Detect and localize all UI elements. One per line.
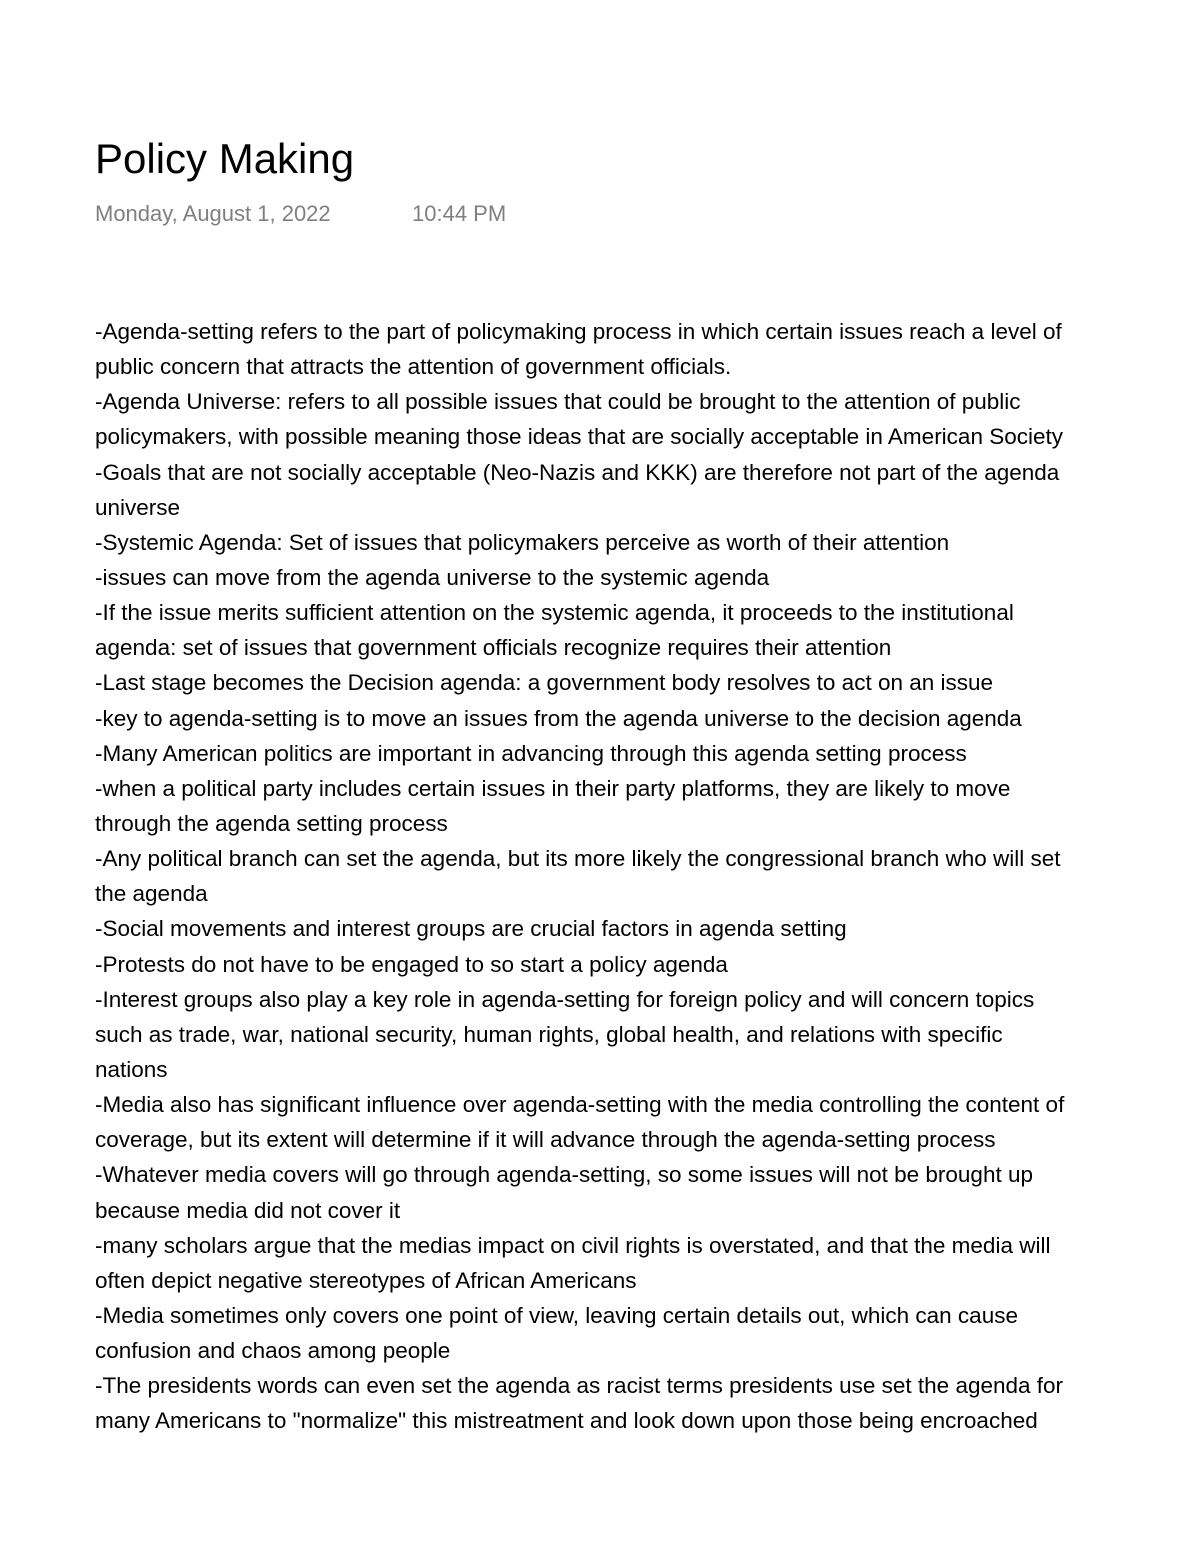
note-line: -Agenda-setting refers to the part of policymaking process in which certain issues reach a level of xyxy=(95,319,1062,344)
note-line: -when a political party includes certain issues in their party platforms, they are likely to move xyxy=(95,775,1011,801)
note-line: -key to agenda-setting is to move an issues from the agenda universe to the decision agenda xyxy=(95,705,1022,731)
note-line: -Whatever media covers will go through agenda-setting, so some issues will not be brought up xyxy=(95,1162,1033,1188)
note-line: -Interest groups also play a key role in agenda-setting for foreign policy and will concern topics xyxy=(95,986,1035,1012)
note-line: -Media sometimes only covers one point of view, leaving certain details out, which can cause xyxy=(95,1302,1018,1328)
note-date: Monday, August 1, 2022 xyxy=(95,201,331,226)
note-line: the agenda xyxy=(95,881,208,907)
note-line: confusion and chaos among people xyxy=(95,1338,451,1364)
note-line: -Goals that are not socially acceptable (Neo-Nazis and KKK) are therefore not part of the agenda xyxy=(95,459,1060,485)
note-line: -Social movements and interest groups are crucial factors in agenda setting xyxy=(95,916,847,942)
note-line: many Americans to "normalize" this mistreatment and look down upon those being encroached xyxy=(95,1408,1038,1434)
note-line: -Media also has significant influence over agenda-setting with the media controlling the content of xyxy=(95,1092,1065,1118)
note-line: -many scholars argue that the medias impact on civil rights is overstated, and that the media will xyxy=(95,1232,1051,1258)
note-line: universe xyxy=(95,494,181,520)
page-title: Policy Making xyxy=(95,135,355,182)
note-line: public concern that attracts the attention of government officials. xyxy=(95,354,732,380)
note-line: often depict negative stereotypes of African Americans xyxy=(95,1267,637,1293)
note-line: agenda: set of issues that government officials recognize requires their attention xyxy=(95,635,892,661)
note-line: because media did not cover it xyxy=(95,1197,401,1223)
note-line: -Agenda Universe: refers to all possible issues that could be brought to the attention of public xyxy=(95,389,1021,415)
note-timestamp xyxy=(95,199,507,229)
note-time: 10:44 PM xyxy=(412,201,507,226)
note-line: policymakers, with possible meaning those ideas that are socially acceptable in American Society xyxy=(95,424,1063,450)
note-line: through the agenda setting process xyxy=(95,810,448,836)
note-line: -The presidents words can even set the agenda as racist terms presidents use set the agenda for xyxy=(95,1373,1064,1399)
note-line: -Protests do not have to be engaged to so start a policy agenda xyxy=(95,951,728,977)
note-line: -Systemic Agenda: Set of issues that policymakers perceive as worth of their attention xyxy=(95,529,950,555)
note-line: -If the issue merits sufficient attention on the systemic agenda, it proceeds to the institutional xyxy=(95,600,1014,626)
note-body xyxy=(95,314,1200,1439)
note-line: coverage, but its extent will determine if it will advance through the agenda-setting process xyxy=(95,1127,996,1153)
note-line: -Any political branch can set the agenda, but its more likely the congressional branch who will set xyxy=(95,846,1061,872)
note-line: -Last stage becomes the Decision agenda: a government body resolves to act on an issue xyxy=(95,670,994,696)
note-line: nations xyxy=(95,1056,168,1082)
note-line: -Many American politics are important in advancing through this agenda setting process xyxy=(95,740,967,766)
note-line: such as trade, war, national security, human rights, global health, and relations with specific xyxy=(95,1021,1003,1047)
note-line: -issues can move from the agenda universe to the systemic agenda xyxy=(95,564,770,590)
